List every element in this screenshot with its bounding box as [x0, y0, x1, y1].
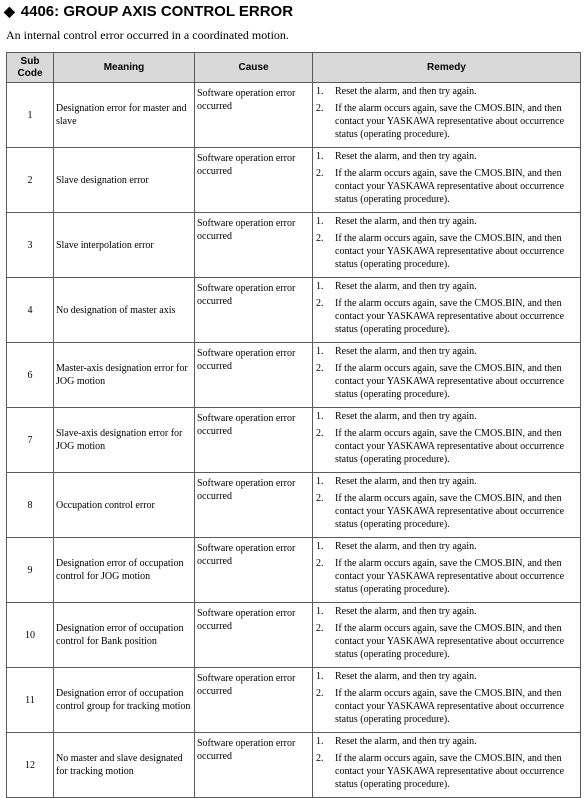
- meaning-cell: No master and slave designated for tracking motion: [54, 733, 195, 798]
- remedy-step-text: If the alarm occurs again, save the CMOS.BIN, and then contact your YASKAWA representative about occurrence status (operating procedure).: [335, 493, 565, 530]
- remedy-cell: [313, 83, 581, 148]
- remedy-step: [316, 540, 578, 553]
- cause-cell: Software operation error occurred: [195, 603, 313, 668]
- meaning-cell: Designation error for master and slave: [54, 83, 195, 148]
- remedy-step: [316, 492, 578, 531]
- remedy-step-number: 2.: [316, 493, 324, 504]
- cause-cell: Software operation error occurred: [195, 343, 313, 408]
- remedy-step-number: 2.: [316, 168, 324, 179]
- remedy-cell: [313, 408, 581, 473]
- cause-cell: Software operation error occurred: [195, 538, 313, 603]
- remedy-step-text: If the alarm occurs again, save the CMOS.BIN, and then contact your YASKAWA representative about occurrence status (operating procedure).: [335, 168, 565, 205]
- remedy-step-number: 1.: [316, 606, 324, 617]
- remedy-step-text: If the alarm occurs again, save the CMOS.BIN, and then contact your YASKAWA representative about occurrence status (operating procedure).: [335, 688, 565, 725]
- remedy-step-number: 1.: [316, 346, 324, 357]
- remedy-step: [316, 410, 578, 423]
- remedy-step-text: Reset the alarm, and then try again.: [335, 346, 477, 357]
- cause-cell: Software operation error occurred: [195, 668, 313, 733]
- sub-code-cell: 11: [7, 668, 54, 733]
- remedy-step-text: Reset the alarm, and then try again.: [335, 86, 477, 97]
- sub-code-cell: 3: [7, 213, 54, 278]
- remedy-step: [316, 167, 578, 206]
- meaning-cell: Slave designation error: [54, 148, 195, 213]
- header-remedy: Remedy: [313, 53, 581, 83]
- remedy-cell: [313, 473, 581, 538]
- cause-cell: Software operation error occurred: [195, 148, 313, 213]
- remedy-step: [316, 215, 578, 228]
- remedy-step-text: Reset the alarm, and then try again.: [335, 151, 477, 162]
- alarm-heading: [4, 1, 293, 21]
- remedy-step-text: Reset the alarm, and then try again.: [335, 541, 477, 552]
- remedy-step-number: 1.: [316, 476, 324, 487]
- remedy-step-number: 2.: [316, 103, 324, 114]
- sub-code-cell: 10: [7, 603, 54, 668]
- meaning-cell: Designation error of occupation control for JOG motion: [54, 538, 195, 603]
- meaning-cell: Designation error of occupation control group for tracking motion: [54, 668, 195, 733]
- remedy-step: [316, 150, 578, 163]
- remedy-step-text: If the alarm occurs again, save the CMOS.BIN, and then contact your YASKAWA representative about occurrence status (operating procedure).: [335, 753, 565, 790]
- remedy-step-text: Reset the alarm, and then try again.: [335, 736, 477, 747]
- remedy-step-text: Reset the alarm, and then try again.: [335, 281, 477, 292]
- remedy-step: [316, 622, 578, 661]
- remedy-step: [316, 557, 578, 596]
- remedy-step: [316, 605, 578, 618]
- remedy-step-number: 2.: [316, 558, 324, 569]
- remedy-step-text: Reset the alarm, and then try again.: [335, 671, 477, 682]
- table-row: [7, 538, 581, 603]
- remedy-step-number: 1.: [316, 671, 324, 682]
- sub-code-cell: 4: [7, 278, 54, 343]
- header-meaning: Meaning: [54, 53, 195, 83]
- remedy-cell: [313, 538, 581, 603]
- cause-cell: Software operation error occurred: [195, 278, 313, 343]
- remedy-step-text: If the alarm occurs again, save the CMOS.BIN, and then contact your YASKAWA representative about occurrence status (operating procedure).: [335, 233, 565, 270]
- remedy-step-number: 1.: [316, 411, 324, 422]
- meaning-cell: Slave interpolation error: [54, 213, 195, 278]
- table-row: [7, 148, 581, 213]
- remedy-step: [316, 297, 578, 336]
- remedy-cell: [313, 603, 581, 668]
- remedy-step: [316, 752, 578, 791]
- remedy-step-text: If the alarm occurs again, save the CMOS.BIN, and then contact your YASKAWA representative about occurrence status (operating procedure).: [335, 558, 565, 595]
- remedy-step: [316, 102, 578, 141]
- remedy-step: [316, 345, 578, 358]
- remedy-step-number: 1.: [316, 281, 324, 292]
- remedy-step-number: 2.: [316, 233, 324, 244]
- header-sub-code: [7, 53, 54, 83]
- remedy-step: [316, 232, 578, 271]
- sub-code-cell: 8: [7, 473, 54, 538]
- sub-code-cell: 6: [7, 343, 54, 408]
- cause-cell: Software operation error occurred: [195, 473, 313, 538]
- remedy-step-number: 1.: [316, 736, 324, 747]
- meaning-cell: Slave-axis designation error for JOG motion: [54, 408, 195, 473]
- table-row: [7, 603, 581, 668]
- cause-cell: Software operation error occurred: [195, 83, 313, 148]
- table-row: [7, 213, 581, 278]
- header-sub-code-label: Sub Code: [17, 55, 43, 79]
- remedy-cell: [313, 148, 581, 213]
- alarm-title: 4406: GROUP AXIS CONTROL ERROR: [20, 2, 294, 20]
- remedy-cell: [313, 733, 581, 798]
- table-row: [7, 733, 581, 798]
- cause-cell: Software operation error occurred: [195, 733, 313, 798]
- header-cause: Cause: [195, 53, 313, 83]
- remedy-cell: [313, 343, 581, 408]
- remedy-steps: [316, 735, 578, 791]
- remedy-step: [316, 427, 578, 466]
- remedy-step-text: Reset the alarm, and then try again.: [335, 476, 477, 487]
- remedy-step: [316, 670, 578, 683]
- remedy-cell: [313, 213, 581, 278]
- alarm-table: [6, 52, 581, 798]
- remedy-step-number: 1.: [316, 216, 324, 227]
- table-row: [7, 408, 581, 473]
- remedy-step-number: 2.: [316, 623, 324, 634]
- remedy-step: [316, 475, 578, 488]
- meaning-cell: Occupation control error: [54, 473, 195, 538]
- table-row: [7, 343, 581, 408]
- table-header-row: [7, 53, 581, 83]
- remedy-step: [316, 362, 578, 401]
- remedy-step-number: 2.: [316, 688, 324, 699]
- sub-code-cell: 12: [7, 733, 54, 798]
- remedy-step-text: If the alarm occurs again, save the CMOS.BIN, and then contact your YASKAWA representative about occurrence status (operating procedure).: [335, 363, 565, 400]
- remedy-step: [316, 280, 578, 293]
- remedy-step-text: If the alarm occurs again, save the CMOS.BIN, and then contact your YASKAWA representative about occurrence status (operating procedure).: [335, 298, 565, 335]
- remedy-steps: [316, 85, 578, 141]
- remedy-steps: [316, 280, 578, 336]
- remedy-steps: [316, 605, 578, 661]
- sub-code-cell: 2: [7, 148, 54, 213]
- remedy-step: [316, 85, 578, 98]
- meaning-cell: Designation error of occupation control for Bank position: [54, 603, 195, 668]
- sub-code-cell: 1: [7, 83, 54, 148]
- remedy-cell: [313, 278, 581, 343]
- remedy-step-text: Reset the alarm, and then try again.: [335, 216, 477, 227]
- cause-cell: Software operation error occurred: [195, 213, 313, 278]
- sub-code-cell: 9: [7, 538, 54, 603]
- remedy-steps: [316, 150, 578, 206]
- remedy-step-text: If the alarm occurs again, save the CMOS.BIN, and then contact your YASKAWA representative about occurrence status (operating procedure).: [335, 103, 565, 140]
- remedy-step-text: If the alarm occurs again, save the CMOS.BIN, and then contact your YASKAWA representative about occurrence status (operating procedure).: [335, 428, 565, 465]
- meaning-cell: Master-axis designation error for JOG motion: [54, 343, 195, 408]
- diamond-bullet-icon: ◆: [4, 2, 15, 19]
- remedy-step: [316, 735, 578, 748]
- remedy-step-text: If the alarm occurs again, save the CMOS.BIN, and then contact your YASKAWA representative about occurrence status (operating procedure).: [335, 623, 565, 660]
- remedy-step: [316, 687, 578, 726]
- remedy-steps: [316, 670, 578, 726]
- table-row: [7, 473, 581, 538]
- remedy-step-number: 2.: [316, 298, 324, 309]
- sub-code-cell: 7: [7, 408, 54, 473]
- remedy-step-number: 1.: [316, 151, 324, 162]
- remedy-step-text: Reset the alarm, and then try again.: [335, 606, 477, 617]
- cause-cell: Software operation error occurred: [195, 408, 313, 473]
- meaning-cell: No designation of master axis: [54, 278, 195, 343]
- alarm-description: An internal control error occurred in a coordinated motion.: [6, 28, 289, 42]
- remedy-step-number: 2.: [316, 428, 324, 439]
- remedy-steps: [316, 410, 578, 466]
- table-row: [7, 668, 581, 733]
- remedy-steps: [316, 215, 578, 271]
- remedy-cell: [313, 668, 581, 733]
- remedy-step-number: 1.: [316, 86, 324, 97]
- remedy-step-number: 2.: [316, 363, 324, 374]
- remedy-step-number: 1.: [316, 541, 324, 552]
- remedy-steps: [316, 475, 578, 531]
- table-row: [7, 278, 581, 343]
- remedy-steps: [316, 345, 578, 401]
- remedy-step-number: 2.: [316, 753, 324, 764]
- remedy-step-text: Reset the alarm, and then try again.: [335, 411, 477, 422]
- table-row: [7, 83, 581, 148]
- remedy-steps: [316, 540, 578, 596]
